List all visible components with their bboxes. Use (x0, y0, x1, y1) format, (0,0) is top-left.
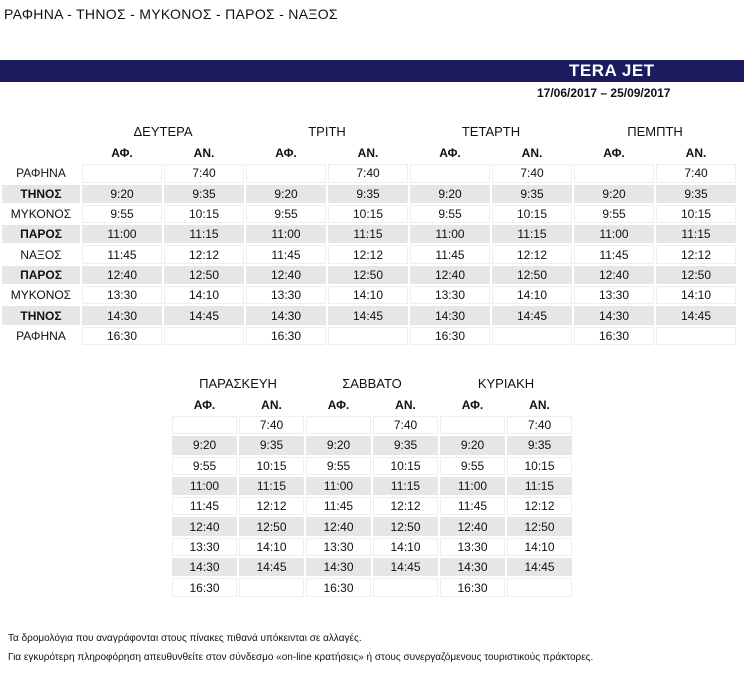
table-row (2, 225, 736, 243)
port-name: ΝΑΞΟΣ (2, 245, 80, 263)
departure-time: 12:40 (246, 266, 326, 284)
arrival-time: 7:40 (328, 164, 408, 182)
departure-time (574, 164, 654, 182)
arrival-time: 12:12 (239, 497, 304, 515)
arrival-time: 12:12 (656, 245, 736, 263)
day-header: ΤΡΙΤΗ (246, 120, 408, 142)
arrival-time (373, 578, 438, 596)
arrival-time: 9:35 (507, 436, 572, 454)
departure-time: 11:45 (410, 245, 490, 263)
departure-time: 9:20 (410, 185, 490, 203)
arrival-time: 12:12 (328, 245, 408, 263)
arrival-time (507, 578, 572, 596)
table-row (2, 245, 736, 263)
departure-time (306, 416, 371, 434)
departure-time: 9:55 (82, 205, 162, 223)
port-name: ΜΥΚΟΝΟΣ (2, 205, 80, 223)
day-header: ΔΕΥΤΕΡΑ (82, 120, 244, 142)
table-row (2, 327, 736, 345)
arrival-header: ΑΝ. (239, 396, 304, 414)
arrival-time (164, 327, 244, 345)
arrival-time: 9:35 (239, 436, 304, 454)
departure-time: 14:30 (440, 558, 505, 576)
arrival-time: 12:50 (507, 517, 572, 535)
arrival-time: 12:12 (492, 245, 572, 263)
day-header: ΚΥΡΙΑΚΗ (440, 372, 572, 394)
vessel-name: TERA JET (569, 61, 655, 80)
departure-time: 14:30 (574, 306, 654, 324)
arrival-time: 7:40 (239, 416, 304, 434)
arrival-time (492, 327, 572, 345)
departure-time: 13:30 (172, 538, 237, 556)
table-row (172, 457, 572, 475)
departure-time: 9:20 (440, 436, 505, 454)
arrival-time: 7:40 (492, 164, 572, 182)
arrival-time: 14:45 (164, 306, 244, 324)
departure-time: 11:45 (440, 497, 505, 515)
arrival-time: 9:35 (164, 185, 244, 203)
arrival-time: 12:50 (328, 266, 408, 284)
departure-time: 9:20 (306, 436, 371, 454)
arrival-time: 14:45 (328, 306, 408, 324)
arrival-time: 7:40 (373, 416, 438, 434)
arrival-time: 12:12 (164, 245, 244, 263)
departure-header: ΑΦ. (410, 144, 490, 162)
arrival-time: 11:15 (373, 477, 438, 495)
departure-time: 11:45 (574, 245, 654, 263)
departure-header: ΑΦ. (82, 144, 162, 162)
arrival-time: 10:15 (492, 205, 572, 223)
departure-time: 11:45 (306, 497, 371, 515)
departure-time: 13:30 (82, 286, 162, 304)
departure-time: 9:55 (440, 457, 505, 475)
table-row (172, 558, 572, 576)
port-name: ΠΑΡΟΣ (2, 266, 80, 284)
departure-time: 13:30 (440, 538, 505, 556)
departure-time: 16:30 (574, 327, 654, 345)
departure-time: 13:30 (410, 286, 490, 304)
departure-time: 12:40 (172, 517, 237, 535)
departure-header: ΑΦ. (440, 396, 505, 414)
table-row (172, 578, 572, 596)
table-row (172, 517, 572, 535)
arrival-time: 14:45 (656, 306, 736, 324)
departure-time: 9:20 (246, 185, 326, 203)
departure-time: 11:45 (246, 245, 326, 263)
validity-period: 17/06/2017 – 25/09/2017 (537, 86, 671, 100)
departure-time: 12:40 (410, 266, 490, 284)
arrival-time: 9:35 (492, 185, 572, 203)
arrival-time: 12:50 (656, 266, 736, 284)
departure-time: 9:20 (172, 436, 237, 454)
departure-time: 16:30 (246, 327, 326, 345)
departure-time: 9:55 (410, 205, 490, 223)
departure-time (172, 416, 237, 434)
day-header: ΤΕΤΑΡΤΗ (410, 120, 572, 142)
departure-time: 11:00 (440, 477, 505, 495)
arrival-header: ΑΝ. (656, 144, 736, 162)
departure-time (440, 416, 505, 434)
corner-cell (2, 144, 80, 162)
arrival-header: ΑΝ. (328, 144, 408, 162)
departure-header: ΑΦ. (574, 144, 654, 162)
arrival-time: 9:35 (656, 185, 736, 203)
arrival-time: 14:10 (373, 538, 438, 556)
departure-header: ΑΦ. (172, 396, 237, 414)
arrival-time: 7:40 (656, 164, 736, 182)
arrival-time: 12:12 (373, 497, 438, 515)
port-name: ΡΑΦΗΝΑ (2, 164, 80, 182)
arrival-time: 9:35 (373, 436, 438, 454)
arrival-time: 10:15 (507, 457, 572, 475)
departure-time: 14:30 (172, 558, 237, 576)
arrival-time: 10:15 (239, 457, 304, 475)
arrival-time: 12:50 (239, 517, 304, 535)
arrival-time: 11:15 (239, 477, 304, 495)
departure-time: 9:55 (306, 457, 371, 475)
arrival-time: 14:10 (239, 538, 304, 556)
table-row (2, 164, 736, 182)
departure-time: 16:30 (172, 578, 237, 596)
arrival-time: 14:45 (373, 558, 438, 576)
departure-time: 16:30 (82, 327, 162, 345)
table-row (172, 436, 572, 454)
arrival-time (328, 327, 408, 345)
departure-time: 11:00 (410, 225, 490, 243)
arrival-time: 10:15 (373, 457, 438, 475)
route-title: ΡΑΦΗΝΑ - ΤΗΝΟΣ - ΜΥΚΟΝΟΣ - ΠΑΡΟΣ - ΝΑΞΟΣ (4, 6, 338, 22)
departure-time: 14:30 (82, 306, 162, 324)
arrival-time: 11:15 (507, 477, 572, 495)
departure-time: 11:00 (246, 225, 326, 243)
departure-time: 13:30 (246, 286, 326, 304)
schedule-table-weekdays (0, 118, 738, 347)
departure-time: 13:30 (306, 538, 371, 556)
departure-time: 11:45 (82, 245, 162, 263)
departure-time: 11:00 (172, 477, 237, 495)
arrival-time: 14:45 (492, 306, 572, 324)
departure-time: 9:20 (574, 185, 654, 203)
departure-time: 9:20 (82, 185, 162, 203)
arrival-header: ΑΝ. (373, 396, 438, 414)
schedule-table-weekend (170, 370, 574, 599)
arrival-time: 10:15 (656, 205, 736, 223)
departure-time (82, 164, 162, 182)
day-header: ΠΑΡΑΣΚΕΥΗ (172, 372, 304, 394)
departure-time: 14:30 (306, 558, 371, 576)
table-row (172, 416, 572, 434)
arrival-header: ΑΝ. (507, 396, 572, 414)
arrival-time (239, 578, 304, 596)
day-header: ΣΑΒΒΑΤΟ (306, 372, 438, 394)
arrival-time: 10:15 (328, 205, 408, 223)
table-row (172, 477, 572, 495)
arrival-time: 9:35 (328, 185, 408, 203)
departure-time: 16:30 (410, 327, 490, 345)
arrival-time: 12:12 (507, 497, 572, 515)
arrival-time: 14:10 (656, 286, 736, 304)
arrival-time: 14:45 (507, 558, 572, 576)
arrival-time: 12:50 (373, 517, 438, 535)
departure-time: 14:30 (246, 306, 326, 324)
arrival-time: 14:10 (492, 286, 572, 304)
table-row (172, 538, 572, 556)
departure-time: 9:55 (246, 205, 326, 223)
arrival-time: 7:40 (507, 416, 572, 434)
arrival-header: ΑΝ. (492, 144, 572, 162)
port-name: ΤΗΝΟΣ (2, 306, 80, 324)
departure-time: 14:30 (410, 306, 490, 324)
arrival-time: 11:15 (164, 225, 244, 243)
departure-time: 11:00 (574, 225, 654, 243)
departure-time (410, 164, 490, 182)
departure-time: 9:55 (574, 205, 654, 223)
arrival-time: 11:15 (656, 225, 736, 243)
departure-header: ΑΦ. (246, 144, 326, 162)
arrival-time: 11:15 (328, 225, 408, 243)
arrival-time: 12:50 (492, 266, 572, 284)
departure-time: 16:30 (440, 578, 505, 596)
arrival-time: 7:40 (164, 164, 244, 182)
departure-header: ΑΦ. (306, 396, 371, 414)
port-name: ΜΥΚΟΝΟΣ (2, 286, 80, 304)
arrival-time: 11:15 (492, 225, 572, 243)
arrival-time: 14:45 (239, 558, 304, 576)
arrival-time: 14:10 (507, 538, 572, 556)
table-row (172, 497, 572, 515)
arrival-time: 10:15 (164, 205, 244, 223)
day-header: ΠΕΜΠΤΗ (574, 120, 736, 142)
table-row (2, 266, 736, 284)
port-name: ΤΗΝΟΣ (2, 185, 80, 203)
departure-time: 12:40 (574, 266, 654, 284)
departure-time (246, 164, 326, 182)
departure-time: 11:00 (306, 477, 371, 495)
corner-cell (2, 120, 80, 142)
departure-time: 12:40 (306, 517, 371, 535)
arrival-time: 14:10 (164, 286, 244, 304)
table-row (2, 185, 736, 203)
departure-time: 13:30 (574, 286, 654, 304)
table-row (2, 306, 736, 324)
departure-time: 12:40 (440, 517, 505, 535)
arrival-time (656, 327, 736, 345)
port-name: ΡΑΦΗΝΑ (2, 327, 80, 345)
arrival-header: ΑΝ. (164, 144, 244, 162)
departure-time: 9:55 (172, 457, 237, 475)
note-info: Για εγκυρότερη πληροφόρηση απευθυνθείτε στον σύνδεσμο «on-line κρατήσεις» ή στους συνεργαζόμενους τουριστικούς πράκτορες. (8, 652, 594, 663)
arrival-time: 12:50 (164, 266, 244, 284)
departure-time: 11:45 (172, 497, 237, 515)
departure-time: 16:30 (306, 578, 371, 596)
table-row (2, 205, 736, 223)
arrival-time: 14:10 (328, 286, 408, 304)
note-changes: Τα δρομολόγια που αναγράφονται στους πίνακες πιθανά υπόκεινται σε αλλαγές. (8, 633, 362, 644)
port-name: ΠΑΡΟΣ (2, 225, 80, 243)
departure-time: 11:00 (82, 225, 162, 243)
table-row (2, 286, 736, 304)
departure-time: 12:40 (82, 266, 162, 284)
